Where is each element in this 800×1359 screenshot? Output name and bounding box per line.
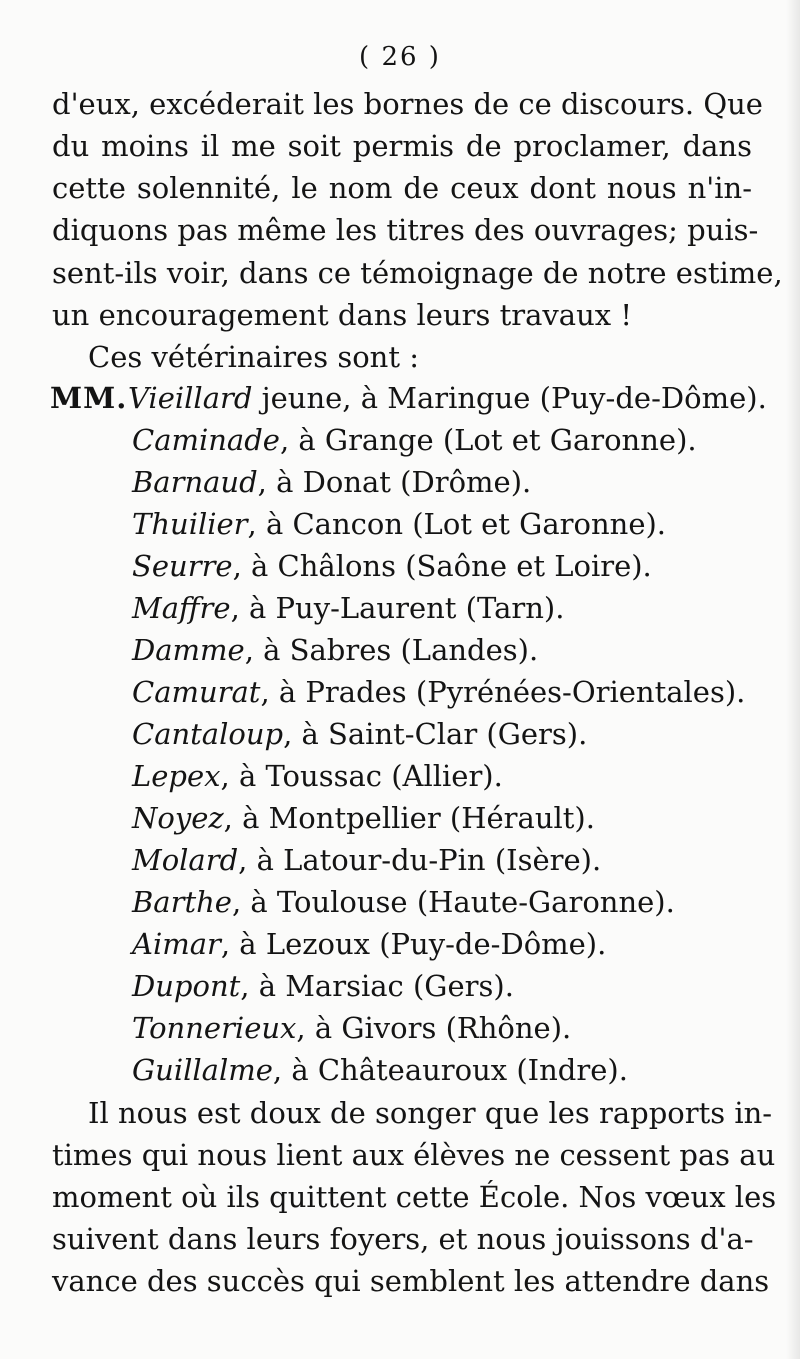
veterinarian-name: Caminade (132, 423, 280, 457)
veterinarian-location: , à Lezoux (Puy-de-Dôme). (220, 927, 607, 961)
list-item (132, 1050, 628, 1090)
list-item (132, 882, 675, 922)
list-item (132, 462, 531, 502)
text-line: times qui nous lient aux élèves ne cessent pas au (52, 1138, 776, 1172)
list-item (132, 672, 745, 712)
text-line: cette solennité, le nom de ceux dont nous n'in- (52, 171, 752, 205)
veterinarian-name: Camurat (132, 675, 261, 709)
veterinarian-location: , à Marsiac (Gers). (240, 969, 514, 1003)
veterinarian-name: Barnaud (132, 465, 258, 499)
veterinarian-location: , à Toussac (Allier). (220, 759, 503, 793)
veterinarian-location: , à Montpellier (Hérault). (223, 801, 595, 835)
list-item (132, 756, 503, 796)
veterinarian-name: Maffre (132, 591, 231, 625)
veterinarian-location: , à Donat (Drôme). (257, 465, 532, 499)
list-item (132, 840, 601, 880)
veterinarian-name: Aimar (132, 927, 221, 961)
text-line: vance des succès qui semblent les attendre dans (52, 1264, 770, 1298)
veterinarian-location: , à Givors (Rhône). (296, 1011, 572, 1045)
list-item (132, 420, 697, 460)
veterinarian-location: , à Puy-Laurent (Tarn). (230, 591, 565, 625)
veterinarian-location: , à Latour-du-Pin (Isère). (238, 843, 602, 877)
veterinarian-location: , à Châlons (Saône et Loire). (232, 549, 652, 583)
list-item (132, 588, 564, 628)
veterinarian-location: , à Sabres (Landes). (244, 633, 539, 667)
page-edge-shadow (786, 0, 800, 1359)
list-item (132, 1008, 571, 1048)
list-item (132, 630, 538, 670)
veterinarian-name: Damme (132, 633, 245, 667)
list-item (128, 378, 767, 418)
page-number: ( 26 ) (359, 42, 441, 72)
list-item (132, 924, 606, 964)
list-item (132, 504, 666, 544)
veterinarian-name: Seurre (132, 549, 233, 583)
veterinarian-location: jeune, à Maringue (Puy-de-Dôme). (252, 381, 767, 415)
list-item (132, 966, 514, 1006)
honorific-label: MM. (50, 381, 128, 415)
veterinarian-location: , à Toulouse (Haute-Garonne). (231, 885, 675, 919)
veterinarian-location: , à Grange (Lot et Garonne). (279, 423, 697, 457)
veterinarian-name: Molard (132, 843, 239, 877)
veterinarian-name: Dupont (132, 969, 241, 1003)
veterinarian-name: Lepex (132, 759, 221, 793)
veterinarian-location: , à Prades (Pyrénées-Orientales). (260, 675, 746, 709)
list-item (132, 546, 652, 586)
veterinarian-name: Tonnerieux (132, 1011, 297, 1045)
text-line: sent-ils voir, dans ce témoignage de notre estime, (52, 256, 783, 290)
list-intro: Ces vétérinaires sont : (88, 340, 419, 374)
veterinarian-location: , à Cancon (Lot et Garonne). (247, 507, 667, 541)
text-line: moment où ils quittent cette École. Nos vœux les (52, 1180, 777, 1214)
text-line: d'eux, excéderait les bornes de ce discours. Que (52, 87, 763, 121)
text-line: un encouragement dans leurs travaux ! (52, 298, 632, 332)
veterinarian-location: , à Saint-Clar (Gers). (283, 717, 588, 751)
veterinarian-location: , à Châteauroux (Indre). (272, 1053, 628, 1087)
text-line: diquons pas même les titres des ouvrages; puis- (52, 213, 759, 247)
veterinarian-name: Vieillard (128, 381, 253, 415)
veterinarian-name: Guillalme (132, 1053, 273, 1087)
text-line: Il nous est doux de songer que les rapports in- (88, 1096, 773, 1130)
text-line: du moins il me soit permis de proclamer, dans (52, 129, 752, 163)
veterinarian-name: Noyez (132, 801, 224, 835)
list-item (132, 714, 587, 754)
veterinarian-name: Barthe (132, 885, 232, 919)
text-line: suivent dans leurs foyers, et nous jouissons d'a- (52, 1222, 754, 1256)
veterinarian-name: Cantaloup (132, 717, 284, 751)
list-item (132, 798, 595, 838)
veterinarian-name: Thuilier (132, 507, 248, 541)
